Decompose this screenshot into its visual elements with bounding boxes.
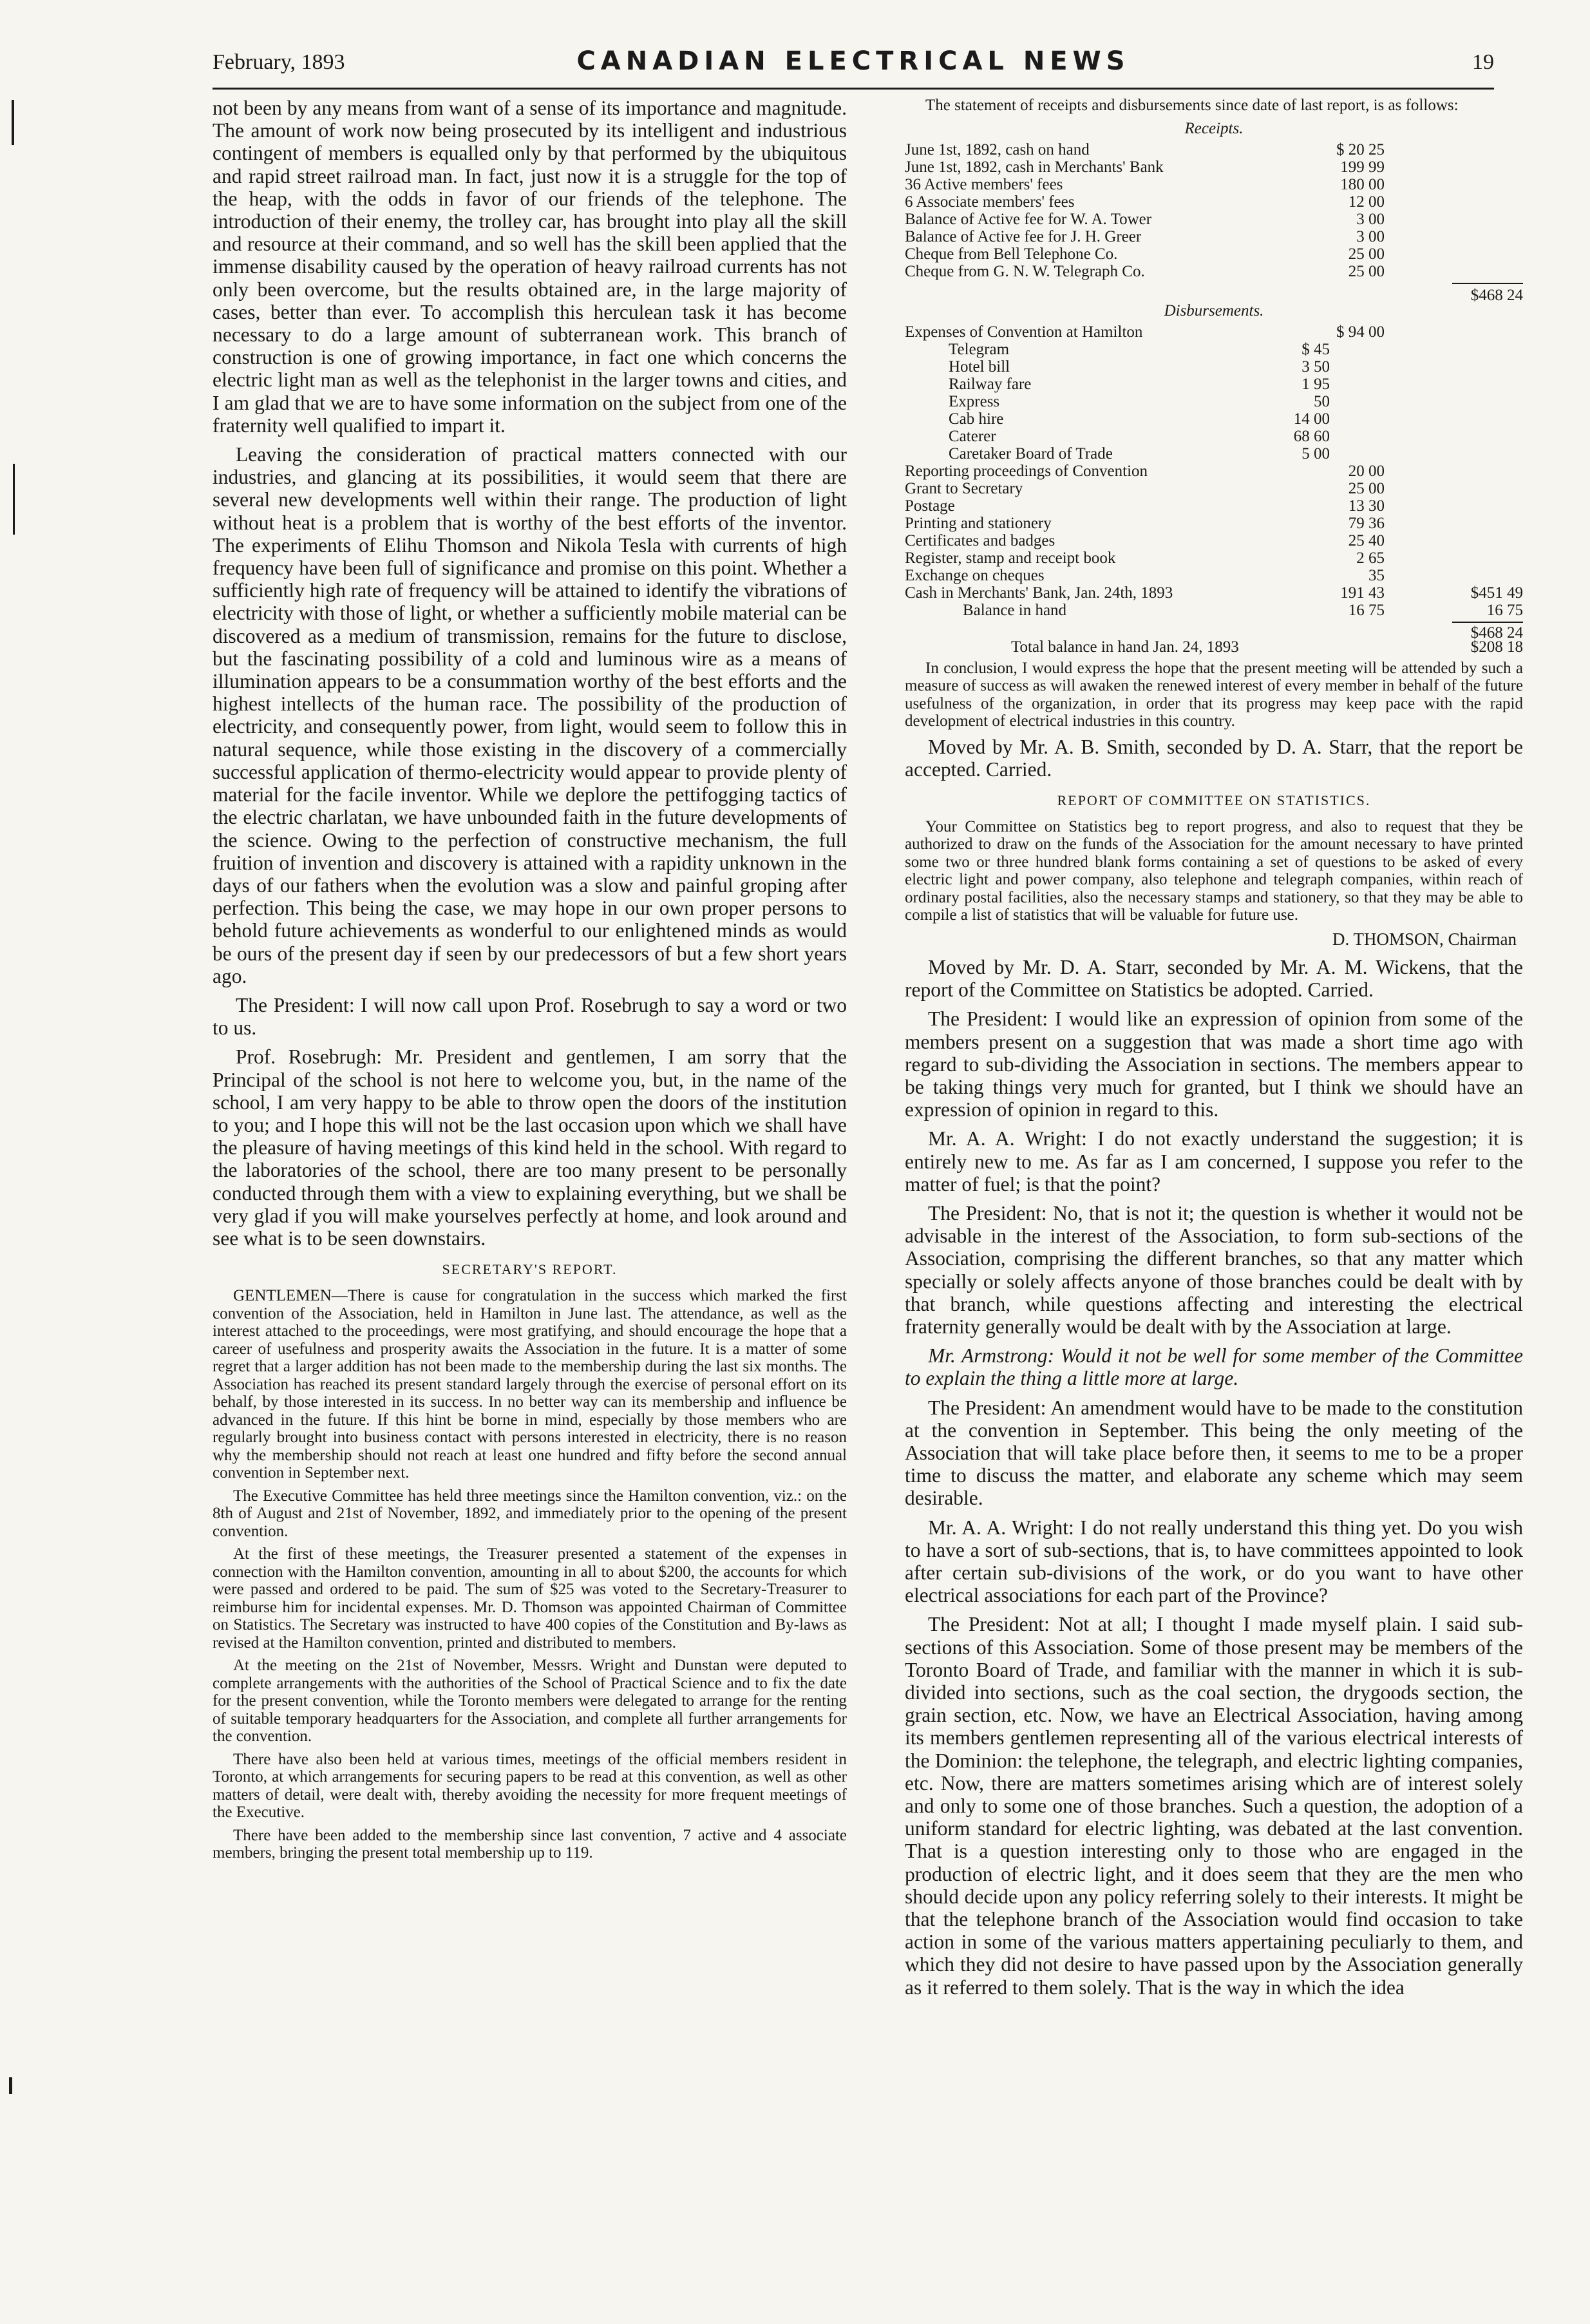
secretary-report-text — [213, 1287, 847, 1862]
row-amount: 2 65 — [1356, 549, 1385, 567]
receipt-row — [905, 158, 1523, 176]
statistics-signature: D. THOMSON, Chairman — [1332, 929, 1517, 949]
disbursements-total: $468 24 — [1470, 624, 1523, 642]
row-amount: 180 00 — [1340, 175, 1385, 193]
row-amount: 25 00 — [1348, 245, 1385, 263]
paragraph: The President: Not at all; I thought I made myself plain. I said sub-sections of this Association. Some of those present may be members of the Toronto Board of Trade, and familiar with the manner in which it is sub-divided into sections, such as the coal section, the drygoods section, the grain section, etc. Now, we have an Electrical Association, having among its members gentlemen representing all of the various electrical interests of the Dominion: the telephone, the telegraph, and electric lighting companies, etc. Now, there are matters sometimes arising which are of interest solely and only to some one of those branches. Such a question, the adoption of a uniform standard for electric lighting, was debated at the last convention. That is a question interesting only to those who are engaged in the production of electric light, and it does seem that they are the men who should decide upon any policy referring solely to their interests. It might be that the telephone branch of the Association would find occasion to take action in some of the various matters appertaining peculiarly to them, and which they did not desire to have passed upon by the Association generally as it referred to them solely. That is the way in which the idea — [905, 1613, 1523, 1999]
row-amount: 16 75 — [1348, 601, 1385, 619]
paragraph: At the meeting on the 21st of November, Messrs. Wright and Dunstan were deputed to complete arrangements with the authorities of the School of Practical Science and to fix the date for the present convention, while the Toronto members were delegated to arrange for the renting of suitable temporary headquarters for the Association, and complete all further arrangements for the convention. — [213, 1657, 847, 1746]
scan-mark-bottom — [9, 2077, 12, 2094]
row-label: Reporting proceedings of Convention — [905, 462, 1148, 480]
issue-date: February, 1893 — [213, 50, 345, 74]
paragraph: Mr. Armstrong: Would it not be well for some member of the Committee to explain the thing a little more at large. — [905, 1344, 1523, 1390]
statistics-text: Your Committee on Statistics beg to report progress, and also to request that they be authorized to draw on the funds of the Association for the amount necessary to have printed some two or three hundred blank forms containing a set of questions to be asked of every electric light and power company, also telephone and telegraph companies, within reach of ordinary postal facilities, also the necessary stamps and stationery, so that they may be able to compile a list of statistics that will be valuable for future use. — [905, 817, 1523, 924]
receipt-row — [905, 211, 1523, 228]
paragraph: At the first of these meetings, the Treasurer presented a statement of the expenses in connection with the Hamilton convention, amounting in all to about $200, the accounts for which were passed and ordered to be paid. The sum of $25 was voted to the Secretary-Treasurer to reimburse him for incidental expenses. Mr. D. Thomson was appointed Chairman of Committee on Statistics. The Secretary was instructed to have 400 copies of the Constitution and By-laws as revised at the Hamilton convention, printed and distributed to members. — [213, 1545, 847, 1652]
row-label: Railway fare — [949, 375, 1032, 393]
row-amount: 13 30 — [1348, 497, 1385, 515]
disbursements-title: Disbursements. — [1164, 301, 1264, 319]
row-total: $451 49 — [1470, 584, 1523, 602]
disbursement-row — [905, 567, 1523, 584]
masthead: CANADIAN ELECTRICAL NEWS — [576, 46, 1130, 76]
row-label: 6 Associate members' fees — [905, 193, 1075, 211]
row-amount: $ 94 00 — [1336, 323, 1385, 341]
page-number: 19 — [1472, 50, 1494, 74]
row-label: Certificates and badges — [905, 531, 1055, 549]
paragraph: The President: No, that is not it; the question is whether it would not be advisable in the interest of the Association, to form sub-sections of the Association, comprising the different branches, so that any matter which specially or solely affects anyone of those branches could be dealt with by that branch, while questions affecting and interesting the electrical fraternity generally would be dealt with by the Association at large. — [905, 1201, 1523, 1338]
row-amount: $ 45 — [1301, 340, 1330, 358]
total-rule — [1452, 622, 1523, 623]
row-amount: 14 00 — [1293, 410, 1330, 428]
secretary-report-heading: SECRETARY'S REPORT. — [442, 1261, 618, 1278]
statement-intro: The statement of receipts and disbursements since date of last report, is as follows: — [925, 97, 1459, 114]
row-amount: 50 — [1314, 392, 1330, 410]
speech-text — [213, 97, 847, 1250]
scan-mark-top — [12, 100, 14, 145]
conclusion-text: In conclusion, I would express the hope that the present meeting will be attended by such a measure of success as will awaken the renewed interest of every member in behalf of the future usefulness of the organization, in order that its progress may keep pace with the rapid development of electrical industries in this country. — [905, 659, 1523, 730]
row-label: Postage — [905, 497, 955, 515]
right-column — [905, 97, 1523, 2005]
row-label: Total balance in hand Jan. 24, 1893 — [1011, 638, 1239, 656]
row-amount: 25 00 — [1348, 262, 1385, 280]
row-amount: 25 00 — [1348, 479, 1385, 497]
page-header — [213, 46, 1494, 90]
conclusion-block — [905, 660, 1523, 730]
disbursement-row — [905, 532, 1523, 549]
balance-row — [905, 638, 1523, 656]
row-amount: 5 00 — [1301, 444, 1330, 462]
row-amount: 3 00 — [1356, 227, 1385, 245]
row-label: Telegram — [949, 340, 1010, 358]
disbursements-total-row — [905, 619, 1523, 642]
row-label: Cab hire — [949, 410, 1004, 428]
disbursement-row — [905, 515, 1523, 532]
statistics-block — [905, 818, 1523, 924]
row-amount: 191 43 — [1340, 584, 1385, 602]
financial-statement — [905, 120, 1523, 656]
convention-item-row — [905, 428, 1523, 445]
row-amount: 25 40 — [1348, 531, 1385, 549]
convention-item-row — [905, 445, 1523, 462]
convention-item-row — [905, 393, 1523, 410]
motion-text: Moved by Mr. A. B. Smith, seconded by D. A. Starr, that the report be accepted. Carried. — [905, 735, 1523, 781]
row-total: 16 75 — [1486, 601, 1523, 619]
row-label: Exchange on cheques — [905, 566, 1045, 584]
paragraph: Leaving the consideration of practical matters connected with our industries, and glancing at its possibilities, it would seem that there are several new developments well within their range. The production of light without heat is a problem that is worthy of the best efforts of the inventor. The experiments of Elihu Thomson and Nikola Tesla with currents of high frequency have been full of significance and promise on this point. Whether a sufficiently high rate of frequency will be attained to identify the vibrations of electricity with those of light, or whether a sufficiently mobile material can be discovered as a medium of transmission, remains for the future to disclose, but the fascinating possibility of a cold and luminous wire as a means of illumination appears to be a consummation worthy of the best efforts and the highest intellects of the human race. The possibility of the production of electricity, and consequently power, from light, would seem to follow this in natural sequence, while those existing in the discovery of a commercially successful application of thermo-electricity would appear to provide plenty of material for the facile inventor. While we deplore the pettifogging tactics of the electric charlatan, we have unbounded faith in the future developments of the science. Owing to the perfection of constructive mechanism, the full fruition of invention and discovery is attained with a rapidity unknown in the days of our fathers when the evolution was a slow and painful groping after perfection. This being the case, we may hope in our own proper persons to behold future achievements as wonderful to our enlightened minds as would be ours of the present day if seen by our predecessors of but a few short years ago. — [213, 443, 847, 987]
paragraph: The President: An amendment would have to be made to the constitution at the convention in September. This being the only meeting of the Association that will take place before then, it seems to me to be a proper time to discuss the matter, and elaborate any scheme which may seem desirable. — [905, 1396, 1523, 1510]
row-label: Cheque from G. N. W. Telegraph Co. — [905, 262, 1145, 280]
row-label: Cheque from Bell Telephone Co. — [905, 245, 1118, 263]
scan-mark-middle — [13, 464, 15, 535]
row-amount: $208 18 — [1470, 638, 1523, 656]
disbursement-row — [905, 462, 1523, 480]
paragraph: Mr. A. A. Wright: I do not really understand this thing yet. Do you wish to have a sort of sub-sections, that is, to have committees appointed to look after certain sub-divisions of the work, or do you want to have other electrical associations for each part of the Province? — [905, 1516, 1523, 1607]
total-rule — [1452, 283, 1523, 284]
disbursement-row — [905, 323, 1523, 341]
receipts-total-row — [905, 280, 1523, 304]
row-amount: 3 00 — [1356, 210, 1385, 228]
row-label: Balance in hand — [963, 601, 1067, 619]
paragraph: The Executive Committee has held three meetings since the Hamilton convention, viz.: on the 8th of August and 21st of November, 1892, and immediately prior to the opening of the present convention. — [213, 1487, 847, 1540]
row-label: Expenses of Convention at Hamilton — [905, 323, 1143, 341]
disbursement-row — [905, 549, 1523, 567]
paragraph: not been by any means from want of a sense of its importance and magnitude. The amount of work now being prosecuted by its intelligent and industrious contingent of members is equalled only by that performed by the ubiquitous and rapid street railroad man. In fact, just now it is a struggle for the top of the heap, with the odds in favor of our friends of the telephone. The introduction of their enemy, the trolley car, has brought into play all the skill and resource at their command, and so well has the skill been applied that the immense disability caused by the operation of heavy railroad currents has not only been overcome, but the results obtained are, in the large majority of cases, better than ever. To accomplish this herculean task it has become necessary to do a large amount of subterranean work. This branch of construction is one of growing importance, in fact one which concerns the electric light man as well as the telephonist in the larger towns and cities, and I am glad that we are to have some information on the subject from one of the fraternity well qualified to impart it. — [213, 97, 847, 437]
row-amount: 3 50 — [1301, 357, 1330, 376]
row-label: 36 Active members' fees — [905, 175, 1063, 193]
statistics-heading: REPORT OF COMMITTEE ON STATISTICS. — [1057, 792, 1371, 808]
disbursement-row — [905, 480, 1523, 497]
row-label: June 1st, 1892, cash in Merchants' Bank — [905, 158, 1164, 176]
left-column — [213, 97, 847, 1867]
paragraph: Mr. A. A. Wright: I do not exactly understand the suggestion; it is entirely new to me. As far as I am concerned, I suppose you refer to the matter of fuel; is that the point? — [905, 1127, 1523, 1195]
paragraph: GENTLEMEN—There is cause for congratulation in the success which marked the first convention of the Association, held in Hamilton in June last. The attendance, as well as the interest attached to the proceedings, were most gratifying, and should encourage the hope that a career of usefulness and prosperity awaits the Association in the future. It is a matter of some regret that a larger addition has not been made to the membership during the last six months. The Association has reached its present standard largely through the exercise of personal effort on its behalf, by those interested in its success. In no better way can its membership and influence be advanced in the future. If this hint be borne in mind, especially by those members who are regularly brought into business contact with persons interested in electricity, there is no reason why the membership should not reach at least one hundred and fifty before the second annual convention in September next. — [213, 1287, 847, 1482]
convention-item-row — [905, 341, 1523, 358]
row-amount: 35 — [1368, 566, 1385, 584]
receipt-row — [905, 263, 1523, 280]
receipt-row — [905, 228, 1523, 245]
row-label: Register, stamp and receipt book — [905, 549, 1116, 567]
row-label: Cash in Merchants' Bank, Jan. 24th, 1893 — [905, 584, 1173, 602]
row-label: Balance of Active fee for W. A. Tower — [905, 210, 1152, 228]
paragraph: Prof. Rosebrugh: Mr. President and gentlemen, I am sorry that the Principal of the school is not here to welcome you, but, in the name of the school, I am very happy to be able to throw open the doors of the institution to you; and I hope this will not be the last occasion upon which we shall have the pleasure of having meetings of this kind held in the school. With regard to the laboratories of the school, there are too many present to be personally conducted through them with a view to explaining everything, but we shall be very glad if you will make yourselves perfectly at home, and look around and see what is to be seen downstairs. — [213, 1045, 847, 1250]
receipt-row — [905, 176, 1523, 193]
row-amount: 20 00 — [1348, 462, 1385, 480]
paragraph: There have also been held at various times, meetings of the official members resident in Toronto, at which arrangements for securing papers to be read at this convention, as well as other matters of detail, were dealt with, thereby avoiding the necessity for more frequent meetings of the Executive. — [213, 1750, 847, 1822]
row-label: Balance of Active fee for J. H. Greer — [905, 227, 1142, 245]
motion-block — [905, 736, 1523, 781]
row-amount: 79 36 — [1348, 514, 1385, 532]
row-amount: 1 95 — [1301, 375, 1330, 393]
receipts-total: $468 24 — [1470, 286, 1523, 304]
discussion-text — [905, 956, 1523, 1999]
paragraph: Moved by Mr. D. A. Starr, seconded by Mr. A. M. Wickens, that the report of the Committee on Statistics be adopted. Carried. — [905, 955, 1523, 1002]
receipt-row — [905, 245, 1523, 263]
receipt-row — [905, 141, 1523, 158]
row-label: Caretaker Board of Trade — [949, 444, 1113, 462]
disbursement-row — [905, 497, 1523, 515]
disbursement-row — [905, 584, 1523, 602]
row-label: Grant to Secretary — [905, 479, 1023, 497]
convention-item-row — [905, 410, 1523, 428]
row-label: Caterer — [949, 427, 996, 445]
row-label: Express — [949, 392, 1000, 410]
row-label: June 1st, 1892, cash on hand — [905, 140, 1090, 158]
paragraph: The President: I would like an expression of opinion from some of the members present on a suggestion that was made a short time ago with regard to sub-dividing the Association in sections. The members appear to be taking things very much for granted, but I think we should have an expression of opinion in regard to this. — [905, 1007, 1523, 1121]
paragraph: The President: I will now call upon Prof. Rosebrugh to say a word or two to us. — [213, 993, 847, 1040]
row-amount: $ 20 25 — [1336, 140, 1385, 158]
convention-item-row — [905, 376, 1523, 393]
row-label: Printing and stationery — [905, 514, 1052, 532]
disbursement-row — [905, 602, 1523, 619]
row-amount: 12 00 — [1348, 193, 1385, 211]
paragraph: There have been added to the membership since last convention, 7 active and 4 associate members, bringing the present total membership up to 119. — [213, 1826, 847, 1862]
convention-item-row — [905, 358, 1523, 376]
row-amount: 199 99 — [1340, 158, 1385, 176]
receipt-row — [905, 193, 1523, 211]
statement-intro-block — [905, 97, 1523, 115]
row-label: Hotel bill — [949, 357, 1010, 376]
receipts-title: Receipts. — [1184, 119, 1244, 137]
row-amount: 68 60 — [1293, 427, 1330, 445]
